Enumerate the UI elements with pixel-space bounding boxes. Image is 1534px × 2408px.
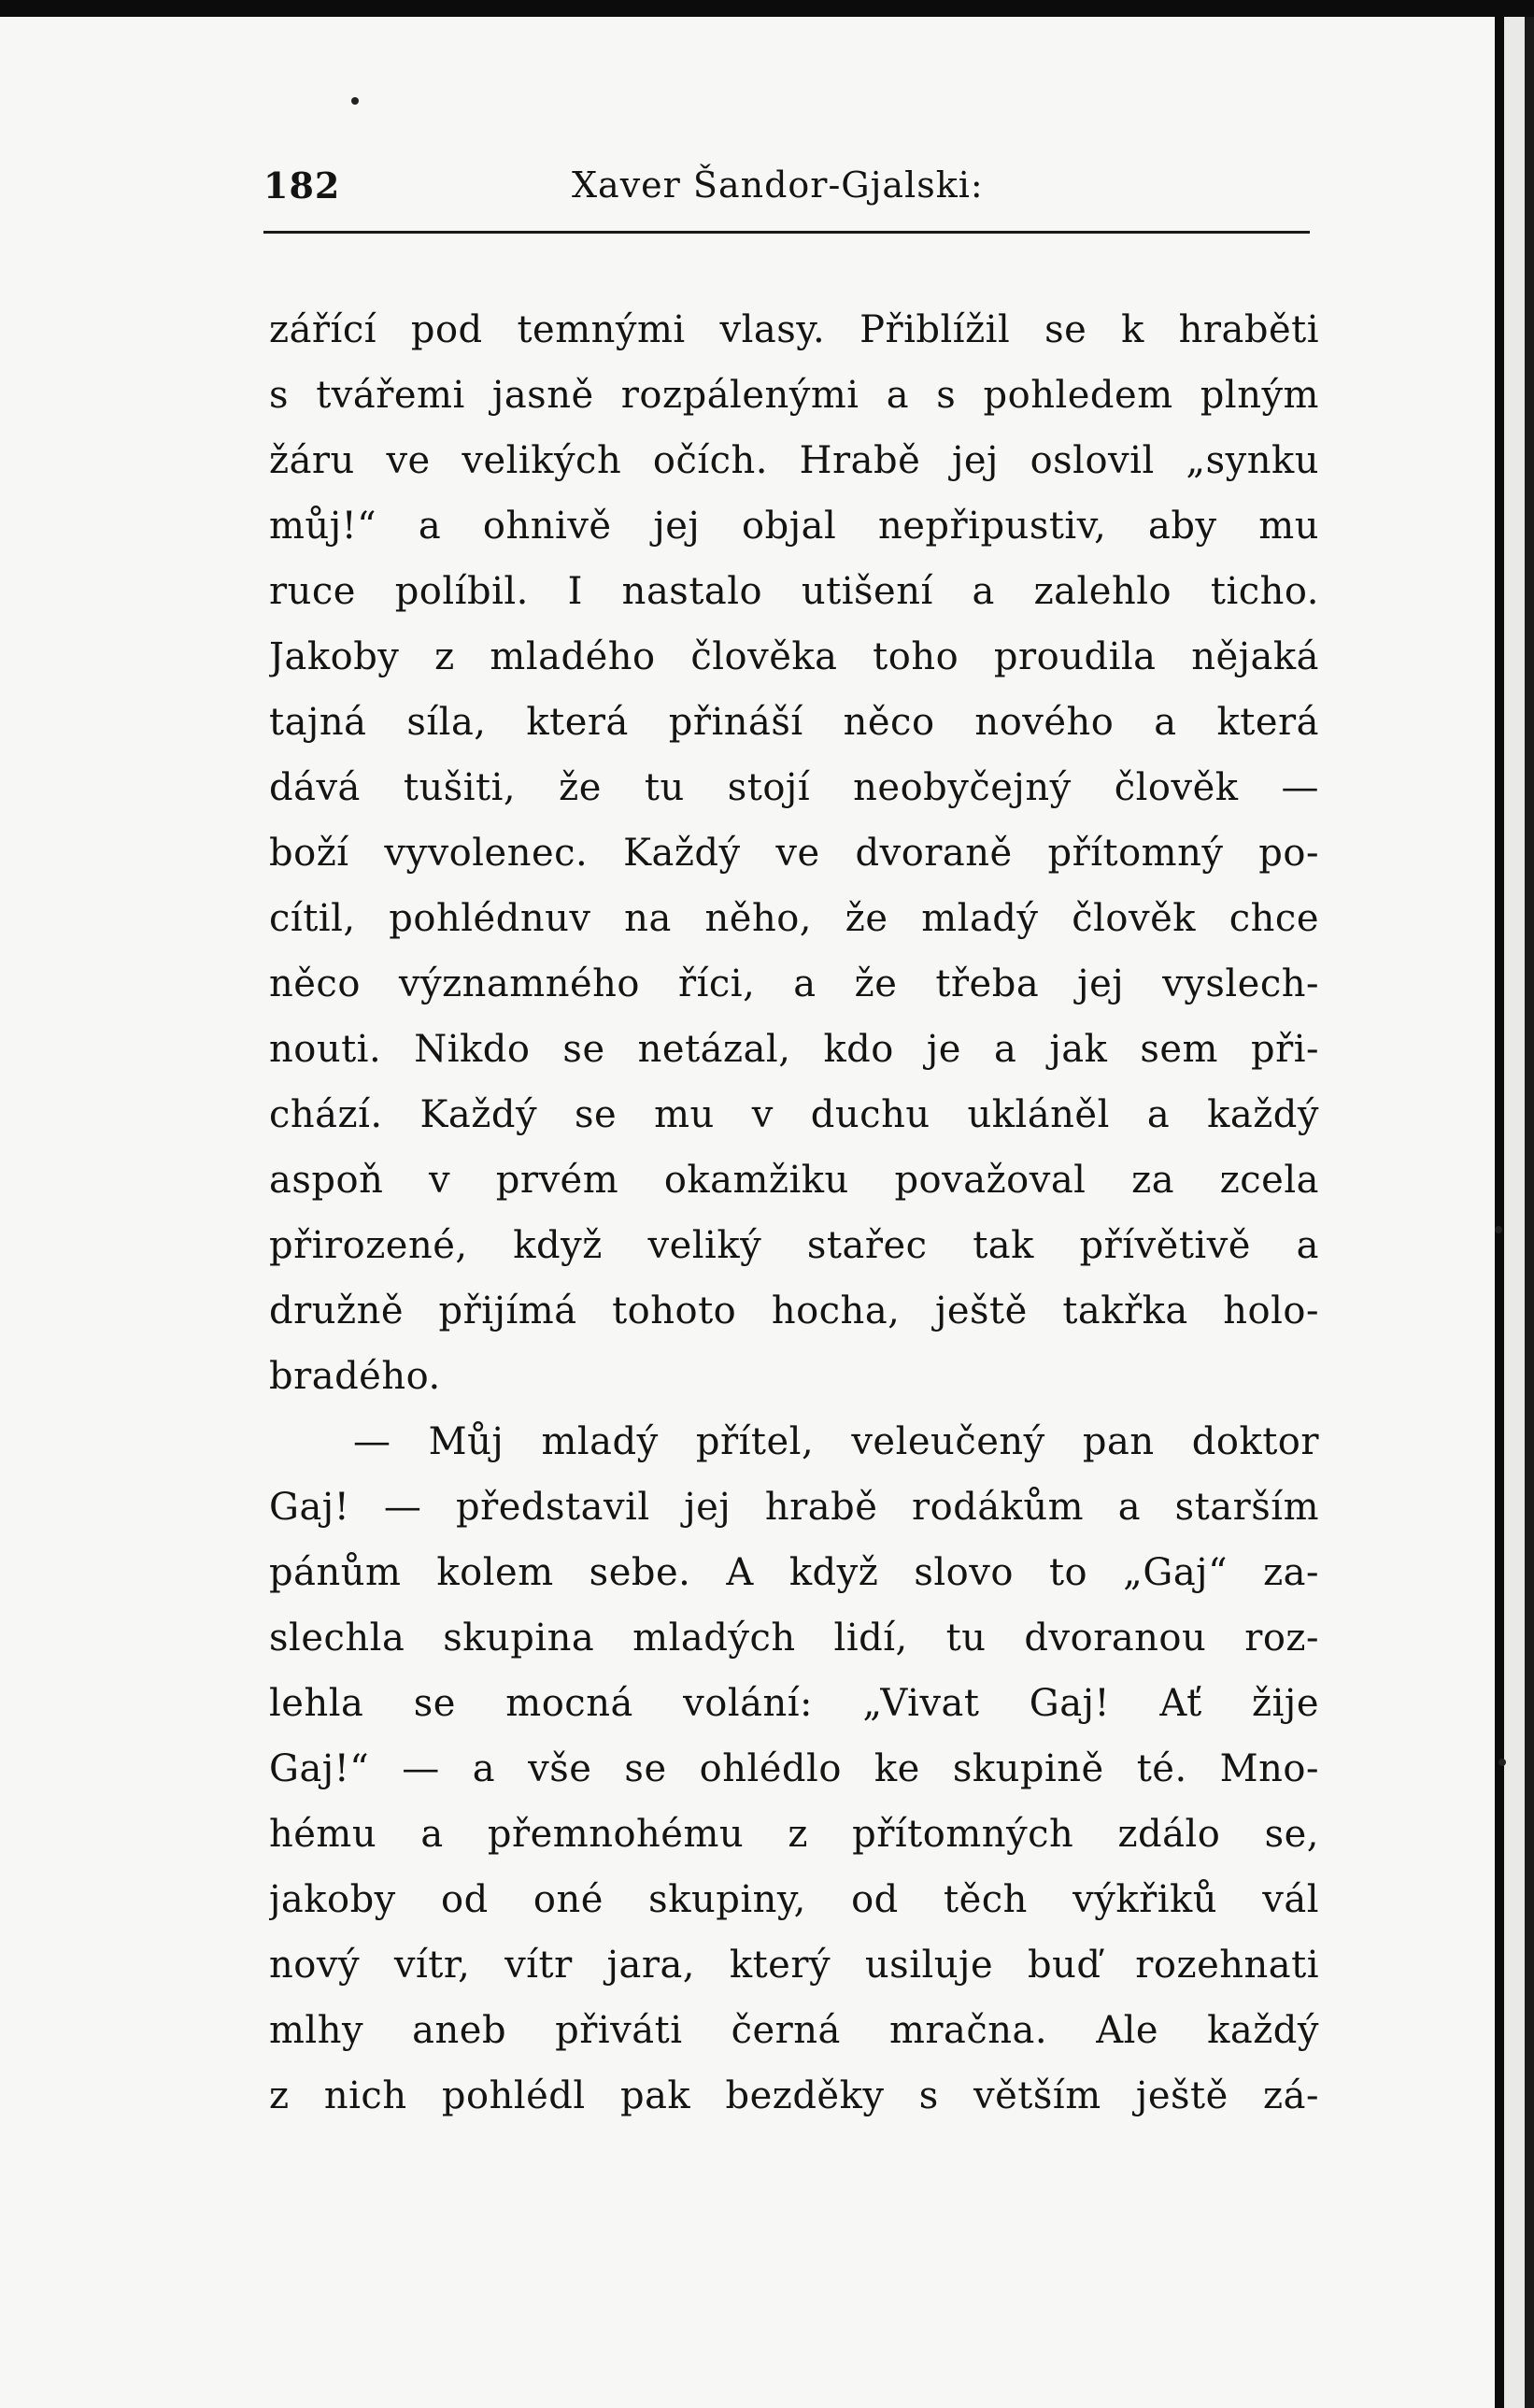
text-line: z nich pohlédl pak bezděky s větším ještě zá- [269,2074,1319,2117]
text-line: tajná síla, která přináší něco nového a která [269,701,1319,744]
text-line: boží vyvolenec. Každý ve dvoraně přítomný po- [269,832,1319,875]
text-line: nový vítr, vítr jara, který usiluje buď rozehnati [269,1944,1319,1987]
text-line: nouti. Nikdo se netázal, kdo je a jak sem při- [269,1028,1319,1071]
text-line-paragraph-end: bradého. [269,1355,441,1398]
text-line: Jakoby z mladého člověka toho proudila nějaká [269,635,1319,678]
header-rule [263,231,1310,234]
text-line: něco významného říci, a že třeba jej vyslech- [269,962,1319,1005]
text-line: slechla skupina mladých lidí, tu dvoranou roz- [269,1617,1319,1660]
scan-speck [1498,1759,1506,1766]
text-line: zářící pod temnými vlasy. Přiblížil se k hraběti [269,308,1319,351]
text-line: žáru ve velikých očích. Hrabě jej oslovil „synku [269,439,1319,482]
text-line: mlhy aneb přiváti černá mračna. Ale každý [269,2009,1319,2052]
running-header [263,155,1310,211]
text-line-paragraph-start: — Můj mladý přítel, veleučený pan doktor [353,1420,1319,1463]
text-line: lehla se mocná volání: „Vivat Gaj! Ať žije [269,1682,1319,1725]
text-line: jakoby od oné skupiny, od těch výkřiků vál [269,1878,1319,1921]
text-line: cítil, pohlédnuv na něho, že mladý člověk chce [269,897,1319,940]
text-line: s tvářemi jasně rozpálenými a s pohledem plným [269,374,1319,417]
page-edge [1504,17,1527,2408]
page-edge-shadow [1525,17,1534,2408]
text-line: aspoň v prvém okamžiku považoval za zcela [269,1159,1319,1202]
text-line: ruce políbil. I nastalo utišení a zalehlo ticho. [269,570,1319,613]
text-line: dává tušiti, že tu stojí neobyčejný člověk — [269,766,1319,809]
text-line: hému a přemnohému z přítomných zdálo se, [269,1813,1319,1856]
text-line: Gaj! — představil jej hrabě rodákům a starším [269,1486,1319,1529]
running-title: Xaver Šandor-Gjalski: [572,164,984,206]
text-line: družně přijímá tohoto hocha, ještě takřka holo- [269,1289,1319,1332]
body-text [269,297,1319,2129]
text-line: pánům kolem sebe. A když slovo to „Gaj“ za- [269,1551,1319,1594]
scan-speck [1495,1226,1502,1233]
text-line: přirozené, když veliký stařec tak přívětivě a [269,1224,1319,1267]
text-line: chází. Každý se mu v duchu ukláněl a každý [269,1093,1319,1136]
text-line: můj!“ a ohnivě jej objal nepřipustiv, aby mu [269,505,1319,548]
page-number: 182 [263,164,341,207]
text-line: Gaj!“ — a vše se ohlédlo ke skupině té. Mno- [269,1747,1319,1790]
scan-speck [351,97,359,105]
